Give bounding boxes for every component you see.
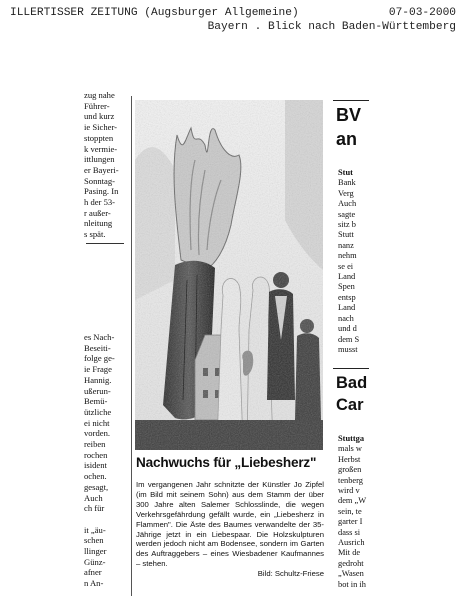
article-headline: Nachwuchs für „Liebesherz"	[136, 455, 317, 470]
text-line: Ausrich	[338, 538, 365, 548]
text-line: und d	[338, 324, 357, 334]
text-line: Bank	[338, 178, 356, 188]
text-line: mals w	[338, 444, 362, 454]
text-line: zug nahe	[84, 90, 115, 100]
text-line: nach	[338, 313, 354, 323]
text-line: rochen	[84, 449, 108, 460]
text-line: entsp	[338, 292, 356, 302]
right-column-bottom	[338, 434, 370, 590]
clipping-header	[10, 6, 456, 34]
text-line: ittlungen	[84, 154, 115, 165]
text-line: Verg	[338, 188, 354, 198]
article-body	[136, 480, 324, 579]
text-line: nanz	[338, 240, 354, 250]
clipping-date: 07-03-2000	[388, 7, 456, 19]
text-line: dass si	[338, 527, 361, 537]
right-bottom-heading-line2: Car	[336, 396, 364, 414]
text-line: r außer-	[84, 207, 111, 218]
text-line: ie Sicher-	[84, 122, 117, 133]
text-line: Pasing. In	[84, 186, 119, 197]
text-line: Land	[338, 272, 356, 282]
photo-credit: Bild: Schultz-Friese	[257, 569, 324, 579]
text-line: stoppten	[84, 132, 114, 143]
text-line: vorden.	[84, 428, 111, 439]
article-photo	[135, 100, 323, 450]
right-top-heading-line1: BV	[336, 105, 362, 125]
right-top-rule	[333, 100, 369, 101]
text-line: ochen.	[84, 471, 107, 482]
text-line: reiben	[84, 439, 106, 450]
text-line: ützliche	[84, 406, 112, 417]
text-line: folge ge-	[84, 353, 115, 364]
text-line: gesagt,	[84, 481, 109, 492]
text-line: s spät.	[84, 229, 106, 240]
text-line: ußerun-	[84, 385, 111, 396]
text-line: isident	[84, 460, 107, 471]
text-line: Herbst	[338, 454, 361, 464]
left-column-bottom	[84, 332, 124, 589]
text-line: it „äu-	[84, 524, 106, 535]
text-line: k vermie-	[84, 143, 118, 154]
text-line: n An-	[84, 578, 104, 589]
text-line: afner	[84, 567, 102, 578]
text-line: Land	[338, 303, 356, 313]
text-line: se ei	[338, 261, 354, 271]
text-line	[84, 514, 124, 525]
text-line: nleitung	[84, 218, 113, 229]
section-title: Bayern . Blick nach Baden-Württemberg	[207, 21, 456, 33]
text-line: wird v	[338, 486, 360, 496]
right-bottom-heading-line1: Bad	[336, 374, 368, 392]
text-line: Sonntag-	[84, 175, 116, 186]
text-line: Spen	[338, 282, 355, 292]
text-line: sagte	[338, 209, 356, 219]
text-line: dem „W	[338, 496, 367, 506]
left-column-top	[84, 90, 124, 240]
text-line: Günz-	[84, 556, 106, 567]
text-line: dem S	[338, 334, 360, 344]
source-title: ILLERTISSER ZEITUNG (Augsburger Allgemeine)	[10, 7, 299, 19]
text-line: Auch	[338, 199, 357, 209]
text-line: garter I	[338, 517, 363, 527]
text-line: es Nach-	[84, 332, 115, 342]
text-line: ei nicht	[84, 417, 110, 428]
right-bottom-heading	[336, 372, 370, 416]
text-line: llinger	[84, 546, 107, 557]
text-line: sein, te	[338, 506, 362, 516]
text-line: Führer-	[84, 100, 110, 111]
right-top-heading	[336, 103, 368, 151]
text-line: schen	[84, 535, 104, 546]
text-line: Hannig.	[84, 374, 112, 385]
text-line: sitz b	[338, 220, 356, 230]
text-line: Mit de	[338, 548, 361, 558]
right-column-top	[338, 168, 370, 355]
text-line: Bemü-	[84, 396, 108, 407]
article-text: Im vergangenen Jahr schnitzte der Künstler Jo Zipfel (im Bild mit seinem Sohn) aus dem Stamm der über 300 Jahre alten Salemer Schlosslinde, die wegen Verkehrsgefährdung gefällt wurde, ein „Liebesherz in Flammen". Die Äste des Baumes verwandelte der 35-Jährige jetzt in ein Liebespaar. Die Holzskulpturen werden jedoch nicht am Bodensee, sondern im Garten des Auftraggebers – eines Wiesbadener Kaufmannes – stehen.	[136, 480, 324, 569]
column-rule	[131, 96, 132, 596]
text-line: Stut	[338, 168, 353, 177]
text-line: h der 53-	[84, 197, 116, 208]
text-line: Beseiti-	[84, 342, 111, 353]
text-line: gedroht	[338, 558, 364, 568]
text-line: Stutt	[338, 230, 354, 240]
text-line: er Bayeri-	[84, 164, 119, 175]
text-line: nehm	[338, 251, 357, 261]
text-line: musst	[338, 344, 358, 354]
text-line: Stuttga	[338, 434, 365, 443]
text-line: und kurz	[84, 111, 115, 122]
text-line: ch für	[84, 503, 105, 514]
text-line: Auch	[84, 492, 103, 503]
column-divider	[86, 243, 124, 244]
right-bottom-rule	[333, 368, 369, 369]
text-line: tenberg	[338, 475, 363, 485]
text-line: bot in ih	[338, 579, 366, 589]
text-line: großen	[338, 465, 362, 475]
text-line: „Wasen	[338, 569, 364, 579]
text-line: ie Frage	[84, 364, 112, 375]
right-top-heading-line2: an	[336, 129, 358, 149]
